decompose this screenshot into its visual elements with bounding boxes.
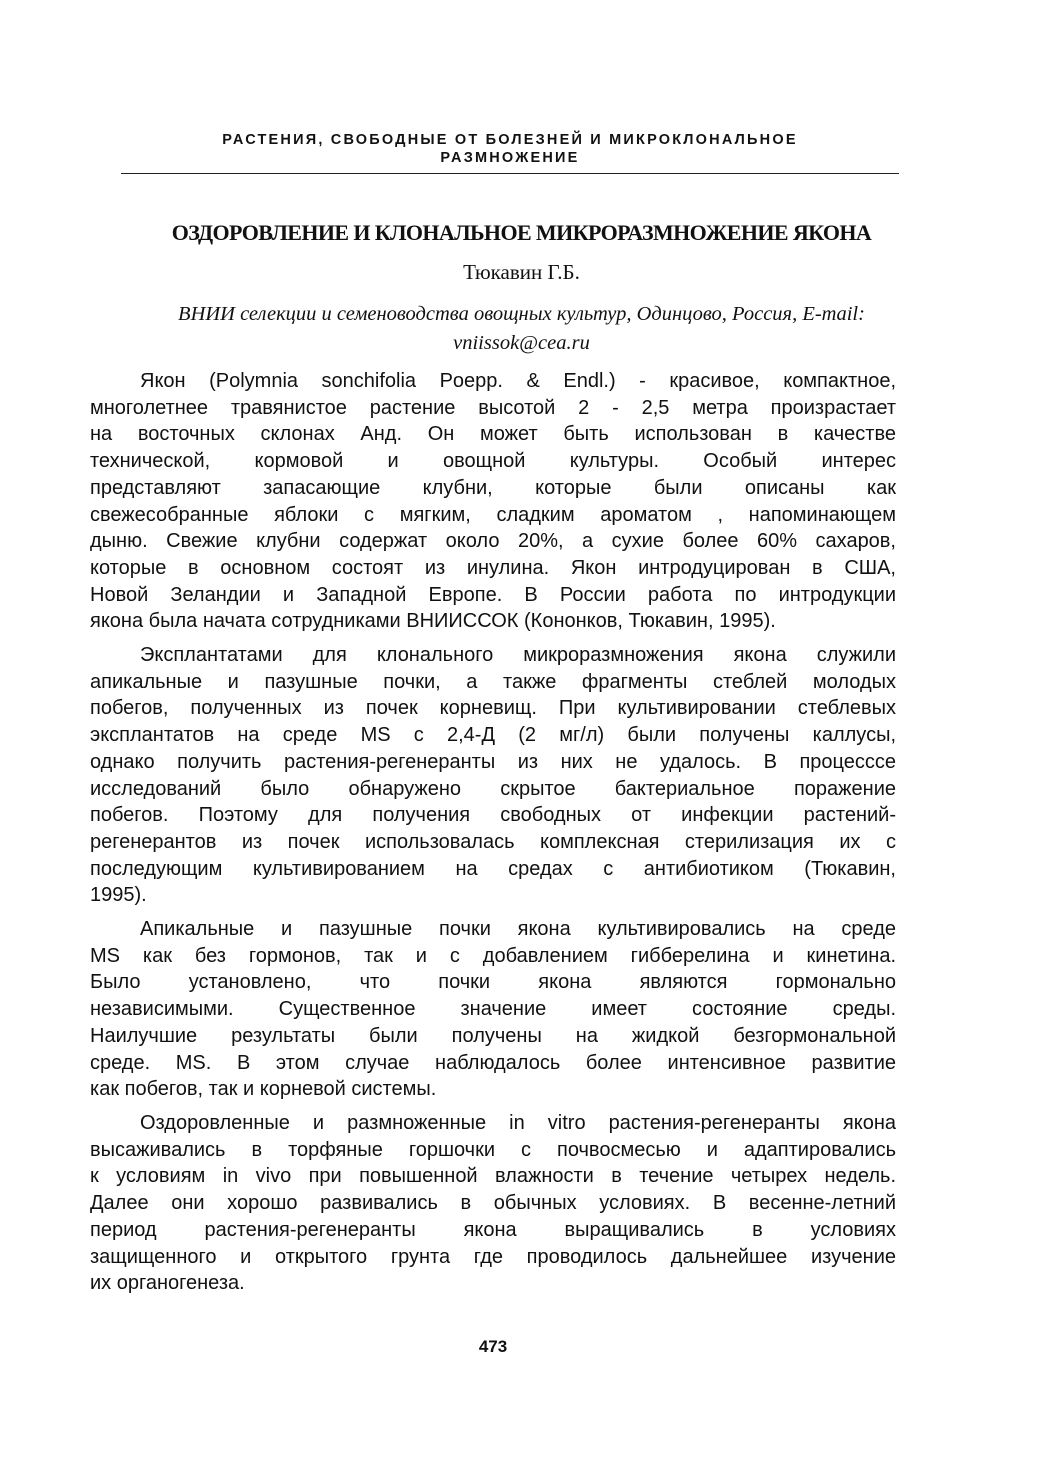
body-line: Оздоровленные и размноженные in vitro растения-регенеранты якона (140, 1111, 896, 1134)
body-line: 1995). (90, 884, 147, 907)
body-line: Якон (Polymnia sonchifolia Poepp. & Endl.) - красивое, компактное, (140, 370, 896, 392)
body-line: период растения-регенеранты якона выращивались в условиях (90, 1218, 896, 1241)
body-line: свежесобранные яблоки с мягким, сладким ароматом , напоминающем (90, 503, 896, 526)
body-line: исследований было обнаружено скрытое бактериальное поражение (90, 777, 896, 800)
body-line: многолетнее травянистое растение высотой 2 - 2,5 метра произрастает (90, 396, 896, 419)
body-line: регенерантов из почек использовалась комплексная стерилизация их с (90, 830, 896, 853)
running-head-line-1: РАСТЕНИЯ, СВОБОДНЫЕ ОТ БОЛЕЗНЕЙ И МИКРОКЛОНАЛЬНОЕ (222, 132, 798, 148)
body-line: Было установлено, что почки якона являются гормонально (90, 971, 896, 994)
body-line: независимыми. Существенное значение имеет состояние среды. (90, 998, 896, 1021)
body-line: Эксплантатами для клонального микроразмножения якона служили (140, 644, 896, 667)
body-line: среде. MS. В этом случае наблюдалось более интенсивное развитие (90, 1051, 896, 1074)
body-line: Апикальные и пазушные почки якона культивировались на среде (140, 918, 896, 941)
running-head (120, 131, 900, 167)
header-rule (121, 173, 899, 174)
body-paragraph (90, 1110, 896, 1297)
body-line: как побегов, так и корневой системы. (90, 1078, 437, 1101)
affiliation-email: vniissok@cea.ru (453, 332, 590, 354)
body-line: к условиям in vivo при повышенной влажности в течение четырех недель. (90, 1165, 896, 1188)
body-line: высаживались в торфяные горшочки с почвосмесью и адаптировались (90, 1138, 896, 1161)
body-line: технической, кормовой и овощной культуры. Особый интерес (90, 450, 896, 473)
body-paragraph (90, 642, 896, 909)
body-line: последующим культивированием на средах с антибиотиком (Тюкавин, (90, 857, 896, 880)
article-title: ОЗДОРОВЛЕНИЕ И КЛОНАЛЬНОЕ МИКРОРАЗМНОЖЕНИЕ ЯКОНА (171, 220, 872, 245)
body-line: на восточных склонах Анд. Он может быть использован в качестве (90, 423, 896, 446)
body-line: MS как без гормонов, так и с добавлением гибберелина и кинетина. (90, 944, 896, 967)
body-line: побегов. Поэтому для получения свободных от инфекции растений- (90, 804, 896, 827)
body-line: Наилучшие результаты были получены на жидкой безгормональной (90, 1024, 896, 1047)
body-line: их органогенеза. (90, 1272, 245, 1295)
body-line: якона была начата сотрудниками ВНИИССОК (Кононков, Тюкавин, 1995). (90, 610, 776, 633)
article-affiliation (80, 300, 963, 358)
page-number: 473 (478, 1337, 508, 1356)
body-line: эксплантатов на среде MS с 2,4-Д (2 мг/л) были получены каллусы, (90, 724, 896, 747)
body-line: дыню. Свежие клубни содержат около 20%, а сухие более 60% сахаров, (90, 530, 896, 553)
body-line: защищенного и открытого грунта где проводилось дальнейшее изучение (90, 1245, 896, 1268)
body-paragraph (90, 368, 896, 635)
body-line: апикальные и пазушные почки, а также фрагменты стеблей молодых (90, 670, 896, 693)
body-line: Далее они хорошо развивались в обычных условиях. В весенне-летний (90, 1192, 896, 1215)
affiliation-line-1: ВНИИ селекции и семеноводства овощных культур, Одинцово, Россия, E-mail: (178, 303, 865, 325)
body-paragraph (90, 916, 896, 1103)
body-line: побегов, полученных из почек корневищ. При культивировании стеблевых (90, 697, 896, 720)
body-line: которые в основном состоят из инулина. Якон интродуцирован в США, (90, 556, 896, 579)
running-head-line-2: РАЗМНОЖЕНИЕ (440, 150, 580, 166)
article-author: Тюкавин Г.Б. (463, 260, 580, 284)
body-line: представляют запасающие клубни, которые были описаны как (90, 476, 896, 499)
body-line: однако получить растения-регенеранты из них не удалось. В процесссе (90, 750, 896, 773)
article-body (90, 368, 896, 1304)
body-line: Новой Зеландии и Западной Европе. В России работа по интродукции (90, 583, 896, 606)
